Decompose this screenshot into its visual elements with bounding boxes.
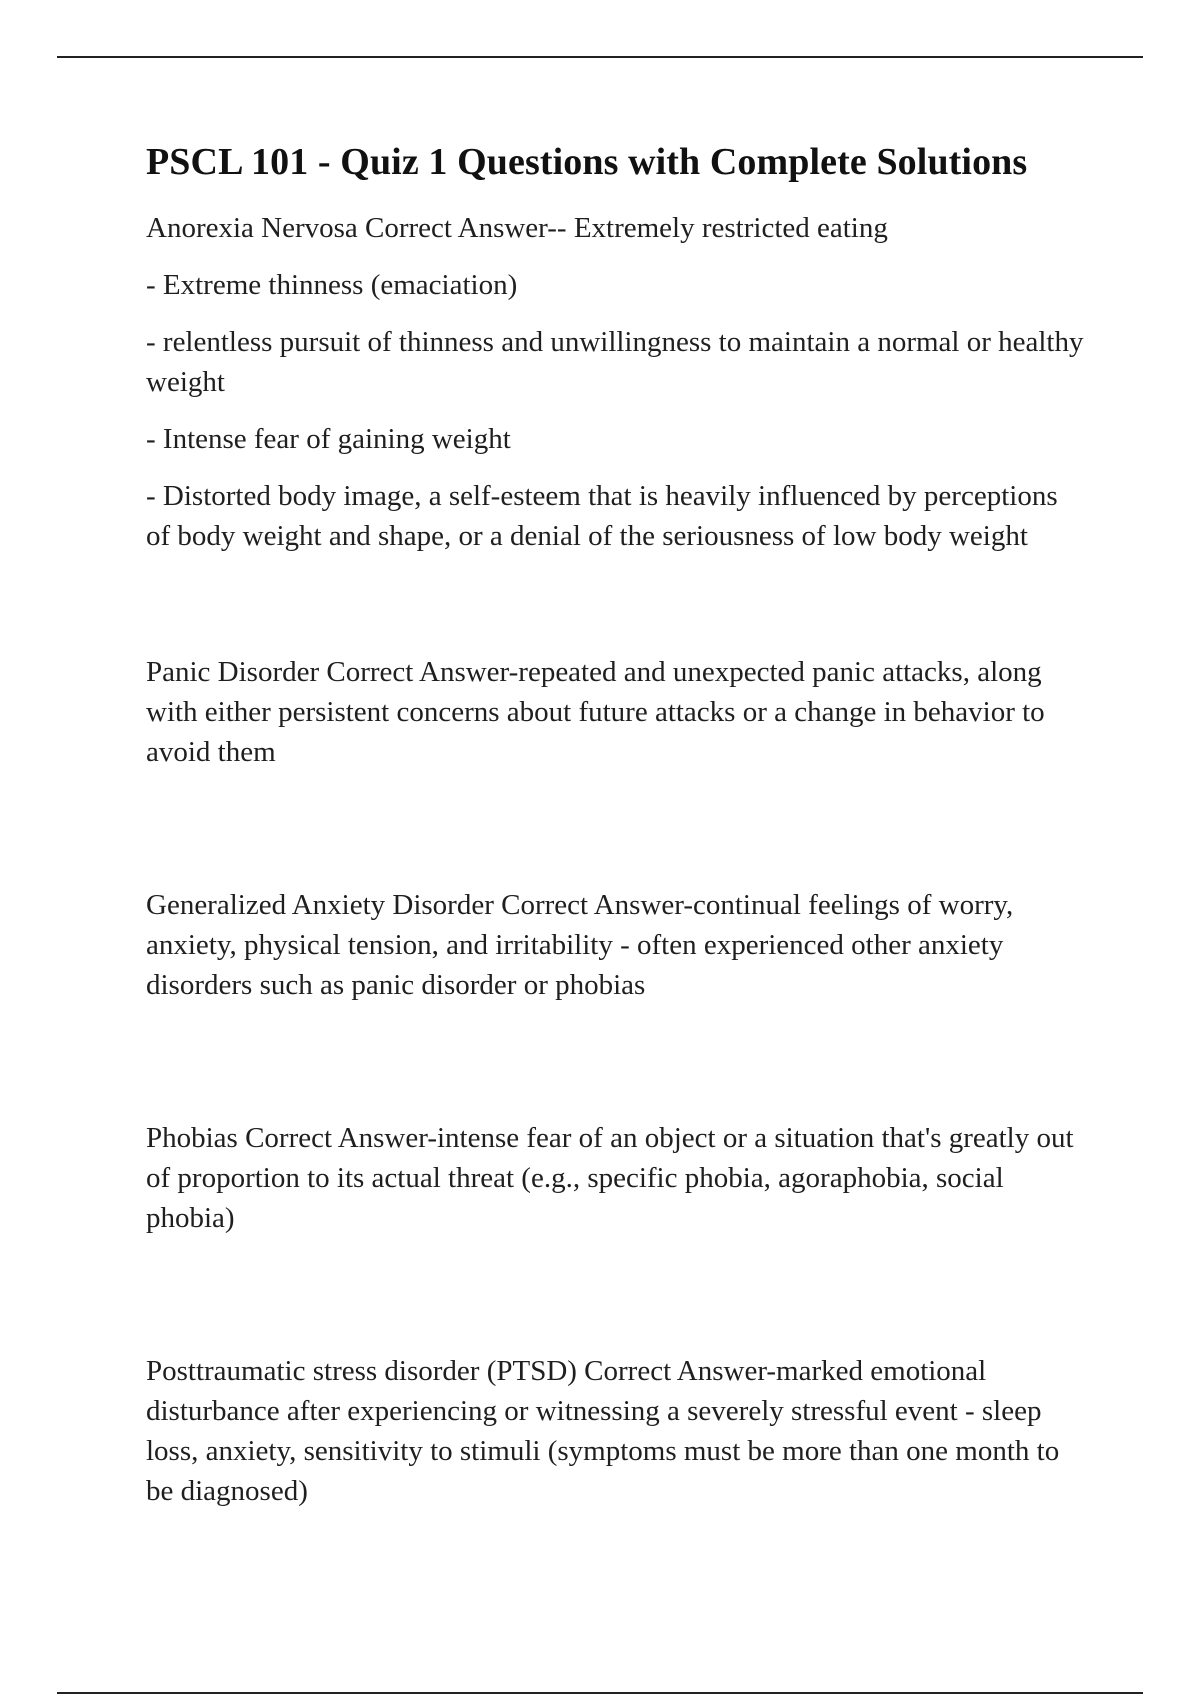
generalized-anxiety-entry: Generalized Anxiety Disorder Correct Answer-continual feelings of worry, anxiety, physical tension, and irritability - often experienced other anxiety disorders such as panic disorder or phobias [146,888,1014,1001]
anorexia-symptom-thinness: - Extreme thinness (emaciation) [146,268,518,301]
bottom-rule [57,1692,1143,1694]
phobias-entry: Phobias Correct Answer-intense fear of an object or a situation that's greatly out of proportion to its actual threat (e.g., specific phobia, agoraphobia, social phobia) [146,1121,1074,1234]
anorexia-entry [146,208,1086,556]
panic-disorder-entry: Panic Disorder Correct Answer-repeated and unexpected panic attacks, along with either persistent concerns about future attacks or a change in behavior to avoid them [146,655,1045,768]
document-page [146,140,1086,1528]
top-rule [57,56,1143,58]
entry-spacer [146,556,1086,652]
entry-spacer [146,789,1086,885]
anorexia-term-line: Anorexia Nervosa Correct Answer-- Extremely restricted eating [146,211,888,244]
anorexia-symptom-fear: - Intense fear of gaining weight [146,422,511,455]
anorexia-symptom-body-image: - Distorted body image, a self-esteem that is heavily influenced by perceptions of body weight and shape, or a denial of the seriousness of low body weight [146,479,1058,552]
document-title: PSCL 101 - Quiz 1 Questions with Complete Solutions [146,141,1028,183]
entry-spacer [146,1022,1086,1118]
entry-spacer [146,1255,1086,1351]
ptsd-entry: Posttraumatic stress disorder (PTSD) Correct Answer-marked emotional disturbance after experiencing or witnessing a severely stressful event - sleep loss, anxiety, sensitivity to stimuli (symptoms must be more than one month to be diagnosed) [146,1354,1060,1507]
anorexia-symptom-pursuit: - relentless pursuit of thinness and unwillingness to maintain a normal or healthy weight [146,325,1084,398]
